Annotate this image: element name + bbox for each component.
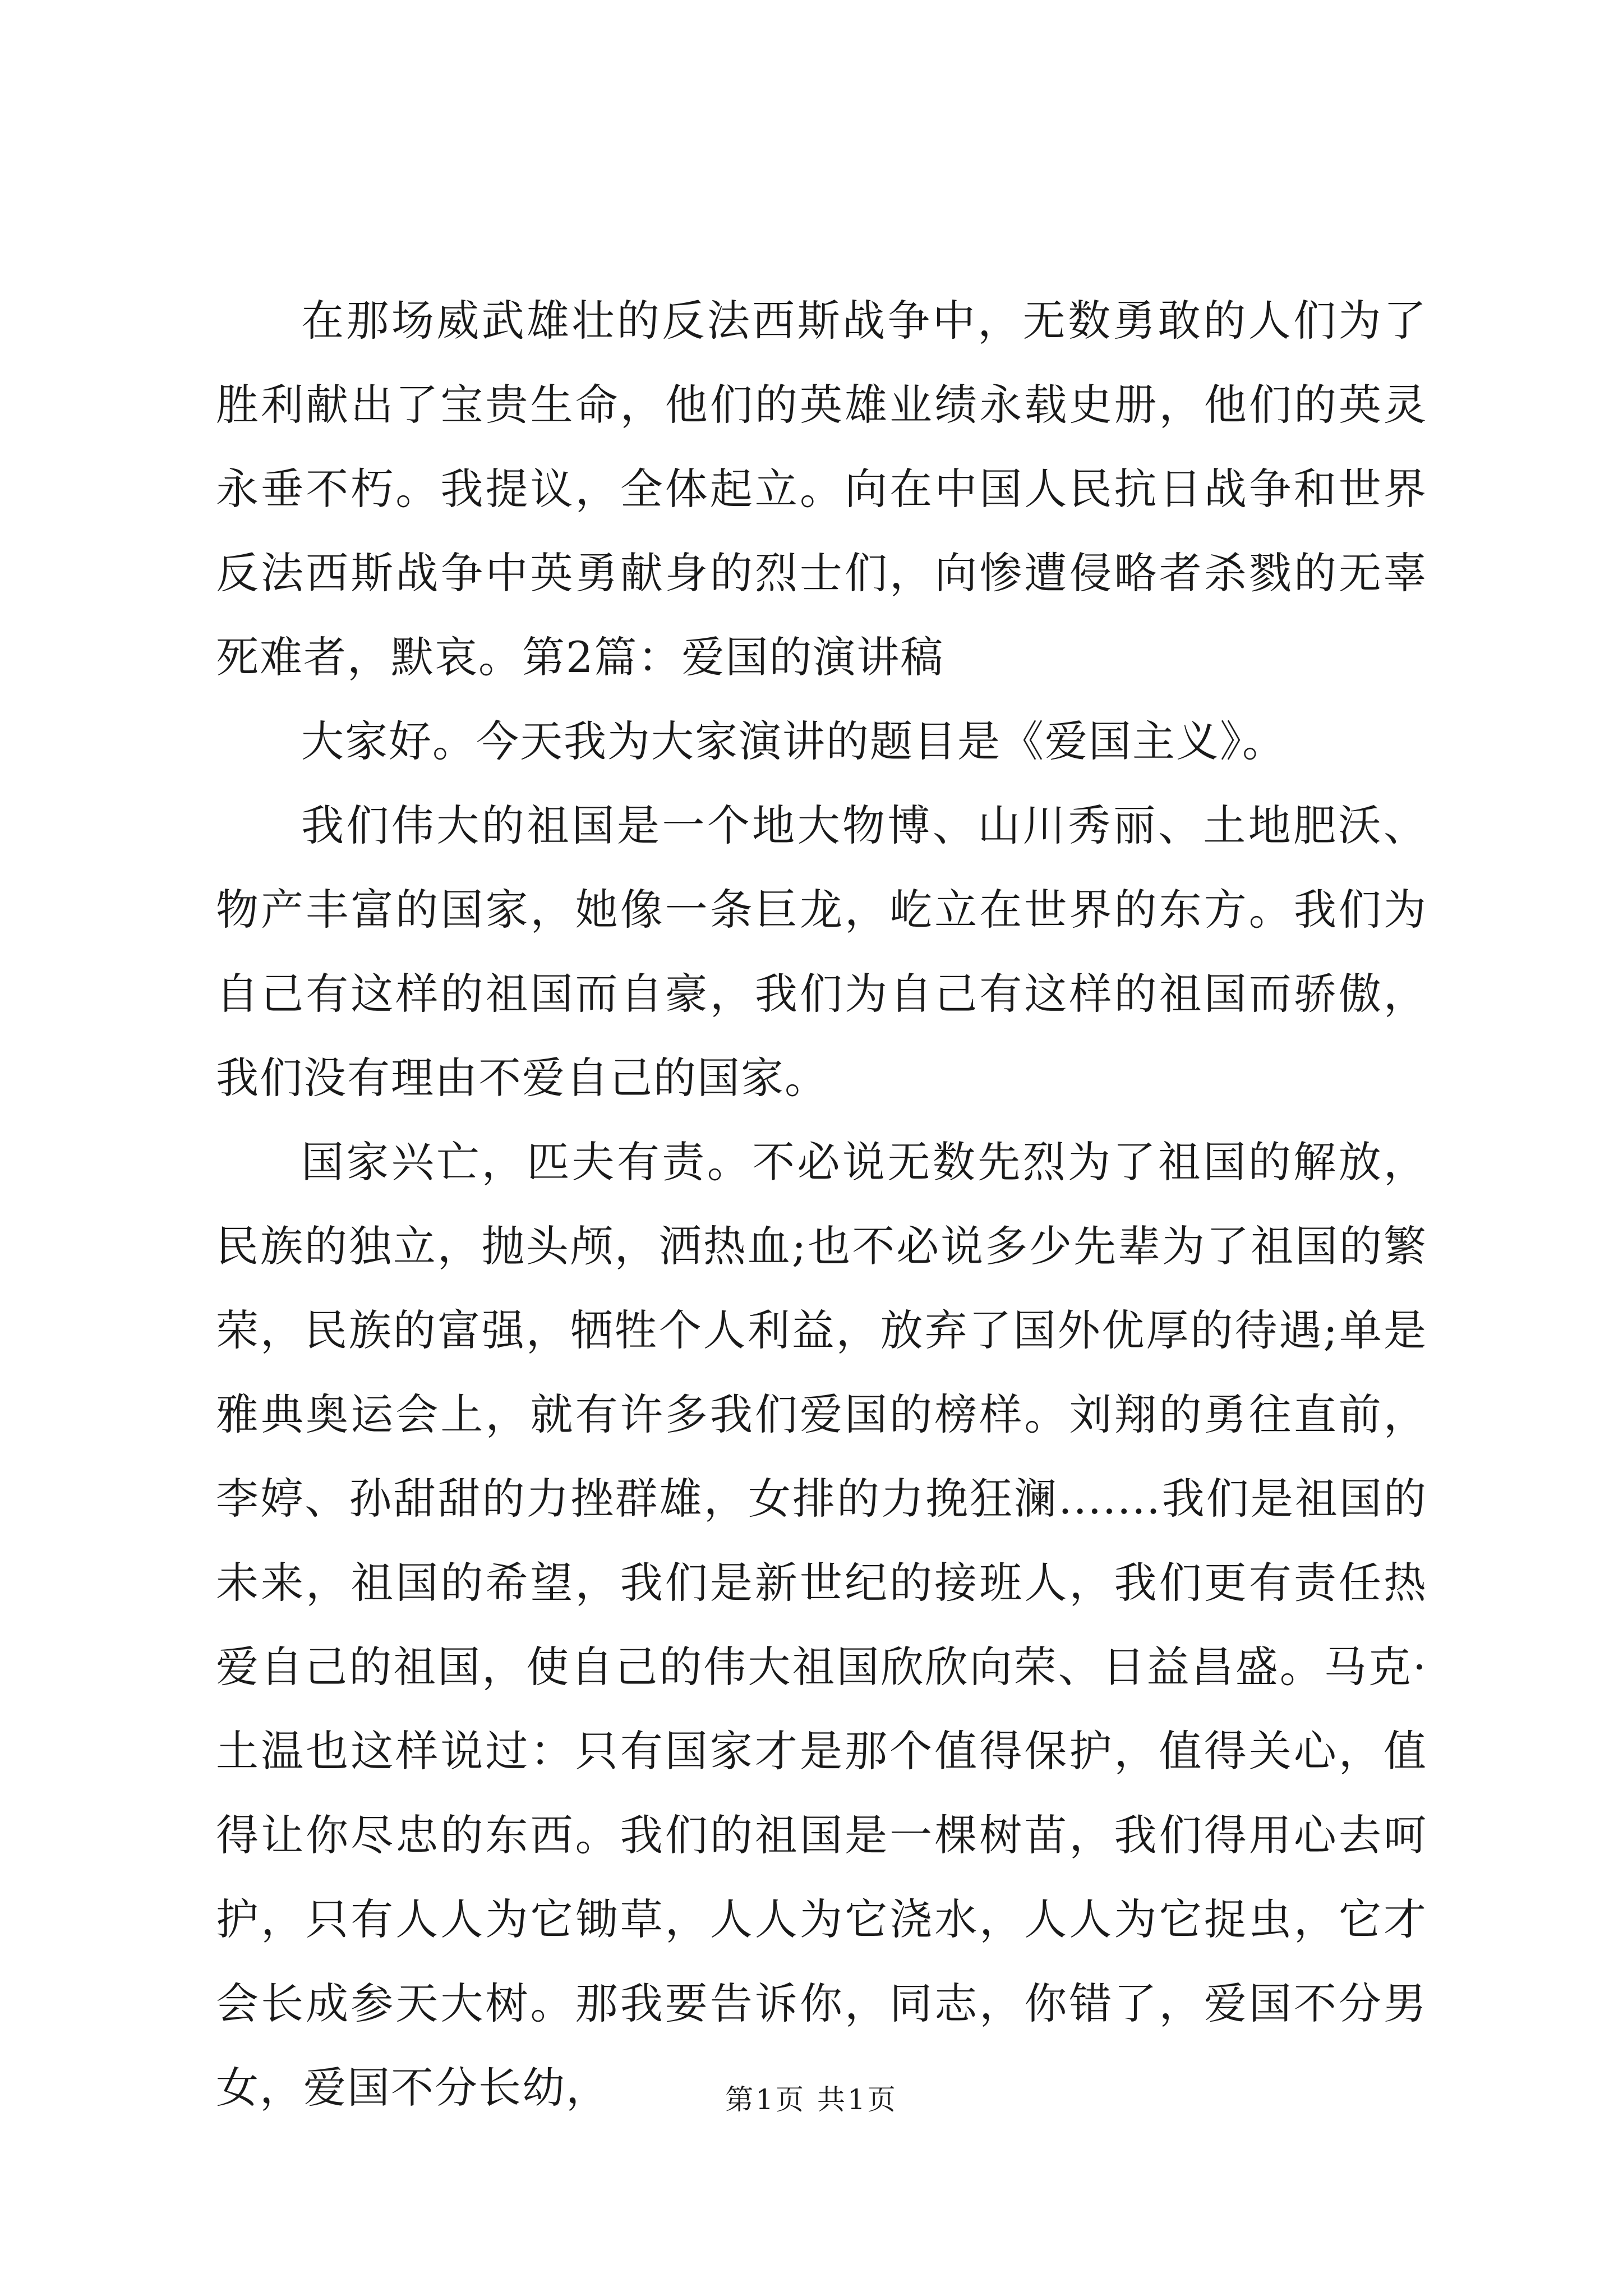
paragraph-1: 在那场威武雄壮的反法西斯战争中，无数勇敢的人们为了胜利献出了宝贵生命，他们的英雄业绩永载史册，他们的英灵永垂不朽。我提议，全体起立。向在中国人民抗日战争和世界反法西斯战争中英勇献身的烈士们，向惨遭侵略者杀戮的无辜死难者，默哀。第2篇：爱国的演讲稿 — [216, 296, 1427, 682]
page-footer — [0, 2080, 1623, 2119]
document-body — [216, 279, 1427, 2130]
paragraph-3: 我们伟大的祖国是一个地大物博、山川秀丽、土地肥沃、物产丰富的国家，她像一条巨龙，屹立在世界的东方。我们为自己有这样的祖国而自豪，我们为自己有这样的祖国而骄傲，我们没有理由不爱自己的国家。 — [216, 800, 1427, 1103]
paragraph-2: 大家好。今天我为大家演讲的题目是《爱国主义》。 — [301, 716, 1286, 766]
page-number-label: 第1页 共1页 — [725, 2083, 898, 2116]
paragraph-4: 国家兴亡，匹夫有责。不必说无数先烈为了祖国的解放，民族的独立，抛头颅，洒热血;也不必说多少先辈为了祖国的繁荣，民族的富强，牺牲个人利益，放弃了国外优厚的待遇;单是雅典奥运会上，就有许多我们爱国的榜样。刘翔的勇往直前，李婷、孙甜甜的力挫群雄，女排的力挽狂澜.......我们是祖国的未来，祖国的希望，我们是新世纪的接班人，我们更有责任热爱自己的祖国，使自己的伟大祖国欣欣向荣、日益昌盛。马克·土温也这样说过：只有国家才是那个值得保护，值得关心，值得让你尽忠的东西。我们的祖国是一棵树苗，我们得用心去呵护，只有人人为它锄草，人人为它浇水，人人为它捉虫，它才会长成参天大树。那我要告诉你，同志，你错了，爱国不分男女，爱国不分长幼， — [216, 1137, 1427, 2113]
